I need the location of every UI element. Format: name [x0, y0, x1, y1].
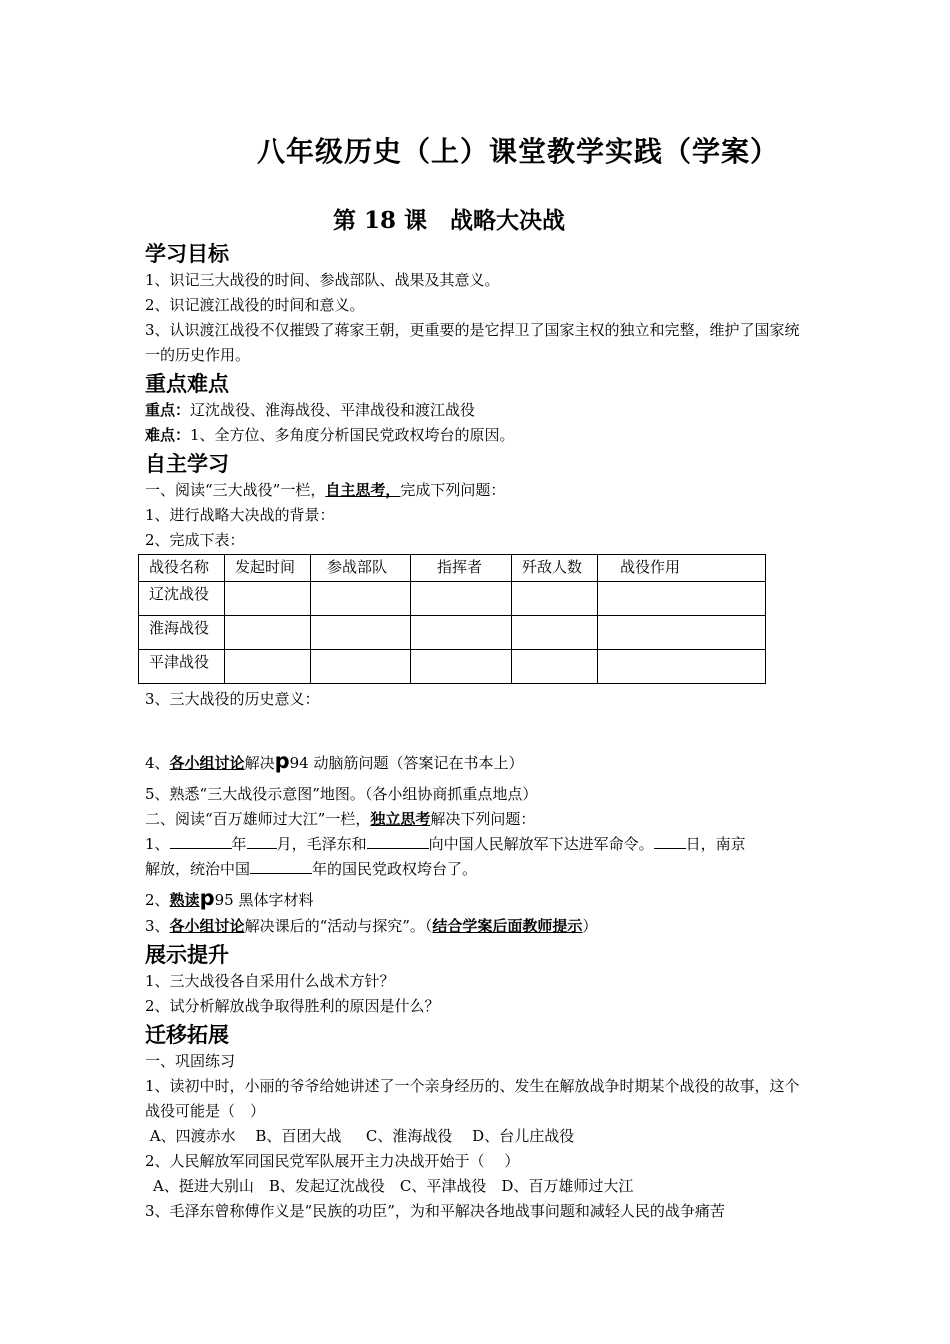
focus-label: 重点：: [145, 401, 191, 419]
p2q3-mid: 解决课后的“活动与探究”。（: [244, 917, 433, 935]
table-cell[interactable]: [598, 582, 766, 616]
blank-field[interactable]: [170, 832, 232, 849]
exercise-1-options: A、四渡赤水 B、百团大战 C、淮海战役 D、台儿庄战役: [145, 1127, 575, 1145]
section-heading-show: 展示提升: [145, 943, 229, 967]
table-row-label: 平津战役: [139, 650, 225, 684]
section-heading-self-study: 自主学习: [145, 452, 229, 476]
difficulty-line: [145, 423, 810, 448]
part1-emphasis: 自主思考，: [325, 481, 401, 499]
answer-space: [145, 712, 810, 746]
part1-instruction: [145, 478, 810, 503]
table-cell[interactable]: [512, 650, 598, 684]
exercise-2-options: A、挺进大别山 B、发起辽沈战役 C、平津战役 D、百万雄师过大江: [153, 1177, 634, 1195]
table-cell[interactable]: [411, 582, 512, 616]
p2q2-emphasis: 熟读: [169, 891, 200, 909]
p2q1-e: 日，南京: [685, 835, 746, 853]
goal-item: 3、认识渡江战役不仅摧毁了蒋家王朝，更重要的是它捍卫了国家主权的独立和完整，维护了国家统一的历史作用。: [145, 321, 800, 364]
section-heading-extend: 迁移拓展: [145, 1023, 229, 1047]
blank-field[interactable]: [654, 832, 686, 849]
part2-question-3: [145, 914, 810, 939]
p2q1-c: 月，毛泽东和: [276, 835, 367, 853]
part2-question-1-cont: [145, 857, 810, 882]
part2-pre: 二、阅读“百万雄师过大江”一栏，: [145, 810, 371, 828]
exercise-1: 1、读初中时，小丽的爷爷给她讲述了一个亲身经历的、发生在解放战争时期某个战役的故事，这个战役可能是（ ）: [145, 1077, 800, 1120]
question-4: [145, 746, 810, 778]
part1-post: 完成下列问题：: [400, 481, 506, 499]
exercise-2: 2、人民解放军同国民党军队展开主力决战开始于（ ）: [145, 1152, 520, 1170]
section-heading-goals: 学习目标: [145, 242, 229, 266]
p2q3-pre: 3、: [145, 917, 170, 935]
table-header-cell: 战役名称: [139, 555, 225, 582]
table-cell[interactable]: [311, 616, 411, 650]
p2q3-emphasis: 各小组讨论: [169, 917, 245, 935]
table-cell[interactable]: [225, 582, 311, 616]
table-cell[interactable]: [411, 616, 512, 650]
q4-mid: 解决: [244, 754, 275, 772]
part2-instruction: [145, 807, 810, 832]
section-heading-key: 重点难点: [145, 372, 229, 396]
p2q2-pre: 2、: [145, 891, 170, 909]
table-header-row: [139, 555, 766, 582]
p2q1-b: 年: [231, 835, 247, 853]
table-header-cell: 战役作用: [598, 555, 766, 582]
table-cell[interactable]: [598, 616, 766, 650]
table-cell[interactable]: [225, 616, 311, 650]
table-cell[interactable]: [512, 616, 598, 650]
blank-field[interactable]: [367, 832, 429, 849]
table-row: [139, 616, 766, 650]
extend-sub: 一、巩固练习: [145, 1052, 236, 1070]
part1-pre: 一、阅读“三大战役”一栏，: [145, 481, 326, 499]
table-header-cell: 发起时间: [225, 555, 311, 582]
table-header-cell: 歼敌人数: [512, 555, 598, 582]
part2-question-2: [145, 884, 810, 914]
focus-line: [145, 398, 810, 423]
focus-text: 辽沈战役、淮海战役、平津战役和渡江战役: [190, 401, 476, 419]
table-cell[interactable]: [598, 650, 766, 684]
part2-post: 解决下列问题：: [430, 810, 536, 828]
show-item: 2、试分析解放战争取得胜利的原因是什么？: [145, 997, 440, 1015]
p2q3-post: ）: [582, 917, 598, 935]
part2-question-1: [145, 832, 810, 857]
q4-pre: 4、: [145, 754, 170, 772]
goal-item: 2、识记渡江战役的时间和意义。: [145, 296, 365, 314]
exercise-3: 3、毛泽东曾称傅作义是“民族的功臣”，为和平解决各地战事问题和减轻人民的战争痛苦: [145, 1202, 725, 1220]
question-3: 3、三大战役的历史意义：: [145, 690, 320, 708]
p2q1-g: 年的国民党政权垮台了。: [312, 860, 478, 878]
table-cell[interactable]: [512, 582, 598, 616]
table-row-label: 淮海战役: [139, 616, 225, 650]
p2q1-f: 解放，统治中国: [145, 860, 251, 878]
table-header-cell: 指挥者: [411, 555, 512, 582]
goal-item: 1、识记三大战役的时间、参战部队、战果及其意义。: [145, 271, 500, 289]
p2q3-emphasis-2: 结合学案后面教师提示: [432, 917, 583, 935]
q4-page-letter: p: [274, 749, 290, 773]
blank-field[interactable]: [247, 832, 277, 849]
difficulty-label: 难点：: [145, 426, 191, 444]
table-cell[interactable]: [311, 650, 411, 684]
p2q2-page-letter: p: [199, 886, 215, 910]
table-header-cell: 参战部队: [311, 555, 411, 582]
question-2: 2、完成下表：: [145, 531, 245, 549]
q4-emphasis: 各小组讨论: [169, 754, 245, 772]
table-row: [139, 582, 766, 616]
p2q2-post: 95 黑体字材料: [214, 891, 314, 909]
part2-emphasis: 独立思考: [370, 810, 431, 828]
question-5: 5、熟悉“三大战役示意图”地图。（各小组协商抓重点地点）: [145, 785, 538, 803]
question-1: 1、进行战略大决战的背景：: [145, 506, 335, 524]
table-row: [139, 650, 766, 684]
p2q1-a: 1、: [145, 835, 170, 853]
document-body: [145, 238, 810, 1224]
difficulty-text: 1、全方位、多角度分析国民党政权垮台的原因。: [190, 426, 515, 444]
table-row-label: 辽沈战役: [139, 582, 225, 616]
blank-field[interactable]: [250, 857, 312, 874]
page-title: 八年级历史（上）课堂教学实践（学案）: [257, 135, 780, 168]
q4-post: 94 动脑筋问题（答案记在书本上）: [289, 754, 524, 772]
lesson-title: 第 18 课 战略大决战: [333, 207, 566, 234]
table-cell[interactable]: [311, 582, 411, 616]
show-item: 1、三大战役各自采用什么战术方针？: [145, 972, 395, 990]
battle-table: [138, 554, 766, 684]
p2q1-d: 向中国人民解放军下达进军命令。: [428, 835, 654, 853]
table-cell[interactable]: [225, 650, 311, 684]
table-cell[interactable]: [411, 650, 512, 684]
